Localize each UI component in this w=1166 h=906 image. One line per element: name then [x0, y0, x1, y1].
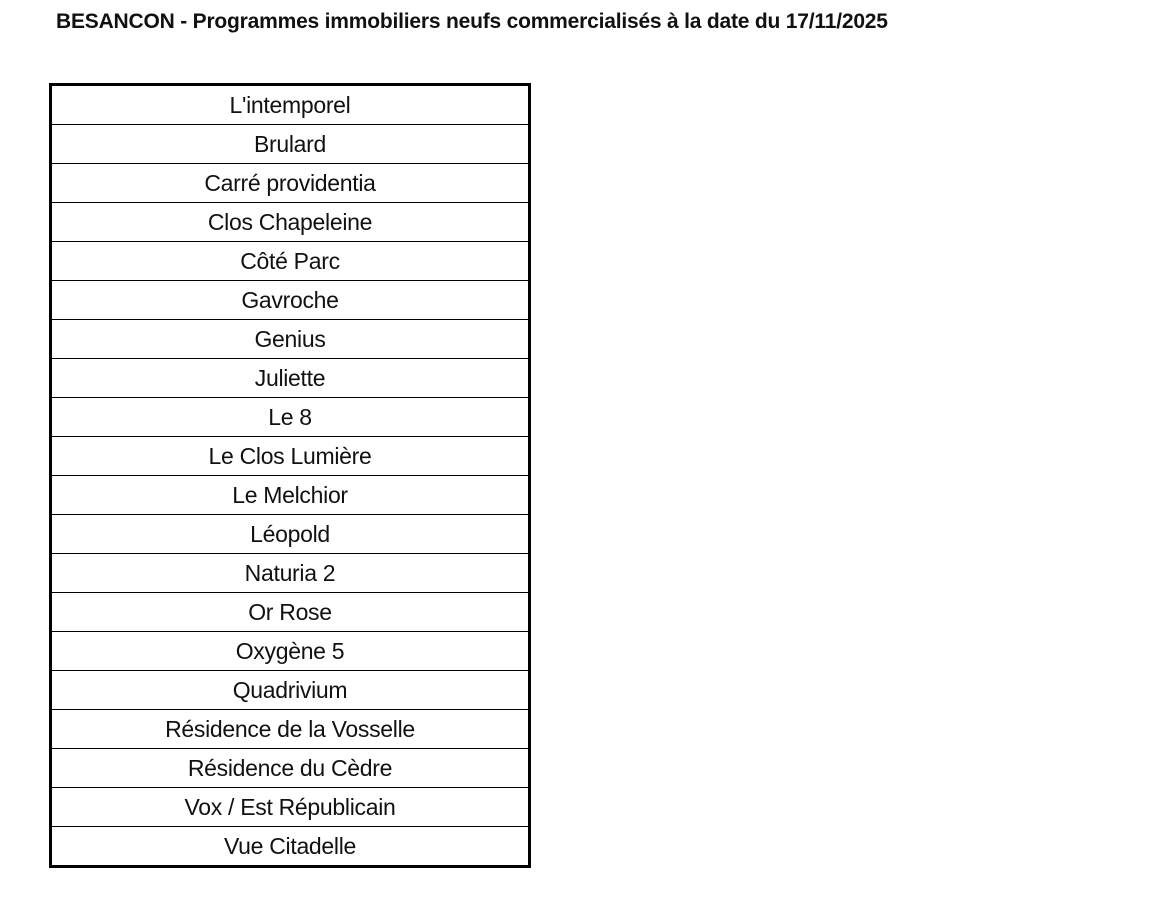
table-row: [51, 437, 530, 476]
programme-name: Or Rose: [51, 593, 530, 632]
table-row: [51, 203, 530, 242]
programme-name: Résidence de la Vosselle: [51, 710, 530, 749]
programme-name: Juliette: [51, 359, 530, 398]
programme-name: Léopold: [51, 515, 530, 554]
table-row: [51, 125, 530, 164]
table-row: [51, 788, 530, 827]
programme-name: L'intemporel: [51, 85, 530, 125]
table-row: [51, 359, 530, 398]
table-row: [51, 476, 530, 515]
programme-name: Brulard: [51, 125, 530, 164]
programme-name: Carré providentia: [51, 164, 530, 203]
table-row: [51, 281, 530, 320]
programme-name: Côté Parc: [51, 242, 530, 281]
programme-name: Genius: [51, 320, 530, 359]
programme-name: Naturia 2: [51, 554, 530, 593]
table-row: [51, 398, 530, 437]
table-row: [51, 593, 530, 632]
table-row: [51, 710, 530, 749]
programme-name: Résidence du Cèdre: [51, 749, 530, 788]
programme-name: Vue Citadelle: [51, 827, 530, 867]
table-row: [51, 632, 530, 671]
table-row: [51, 85, 530, 125]
table-row: [51, 671, 530, 710]
programmes-table: [49, 83, 531, 868]
programme-name: Le 8: [51, 398, 530, 437]
programme-name: Le Melchior: [51, 476, 530, 515]
programme-name: Oxygène 5: [51, 632, 530, 671]
programme-name: Gavroche: [51, 281, 530, 320]
table-row: [51, 164, 530, 203]
programme-name: Clos Chapeleine: [51, 203, 530, 242]
programme-name: Quadrivium: [51, 671, 530, 710]
programme-name: Le Clos Lumière: [51, 437, 530, 476]
table-row: [51, 515, 530, 554]
document-title: BESANCON - Programmes immobiliers neufs commercialisés à la date du 17/11/2025: [56, 10, 888, 33]
table-row: [51, 749, 530, 788]
table-row: [51, 554, 530, 593]
table-row: [51, 320, 530, 359]
programme-name: Vox / Est Républicain: [51, 788, 530, 827]
table-row: [51, 242, 530, 281]
table-row: [51, 827, 530, 867]
